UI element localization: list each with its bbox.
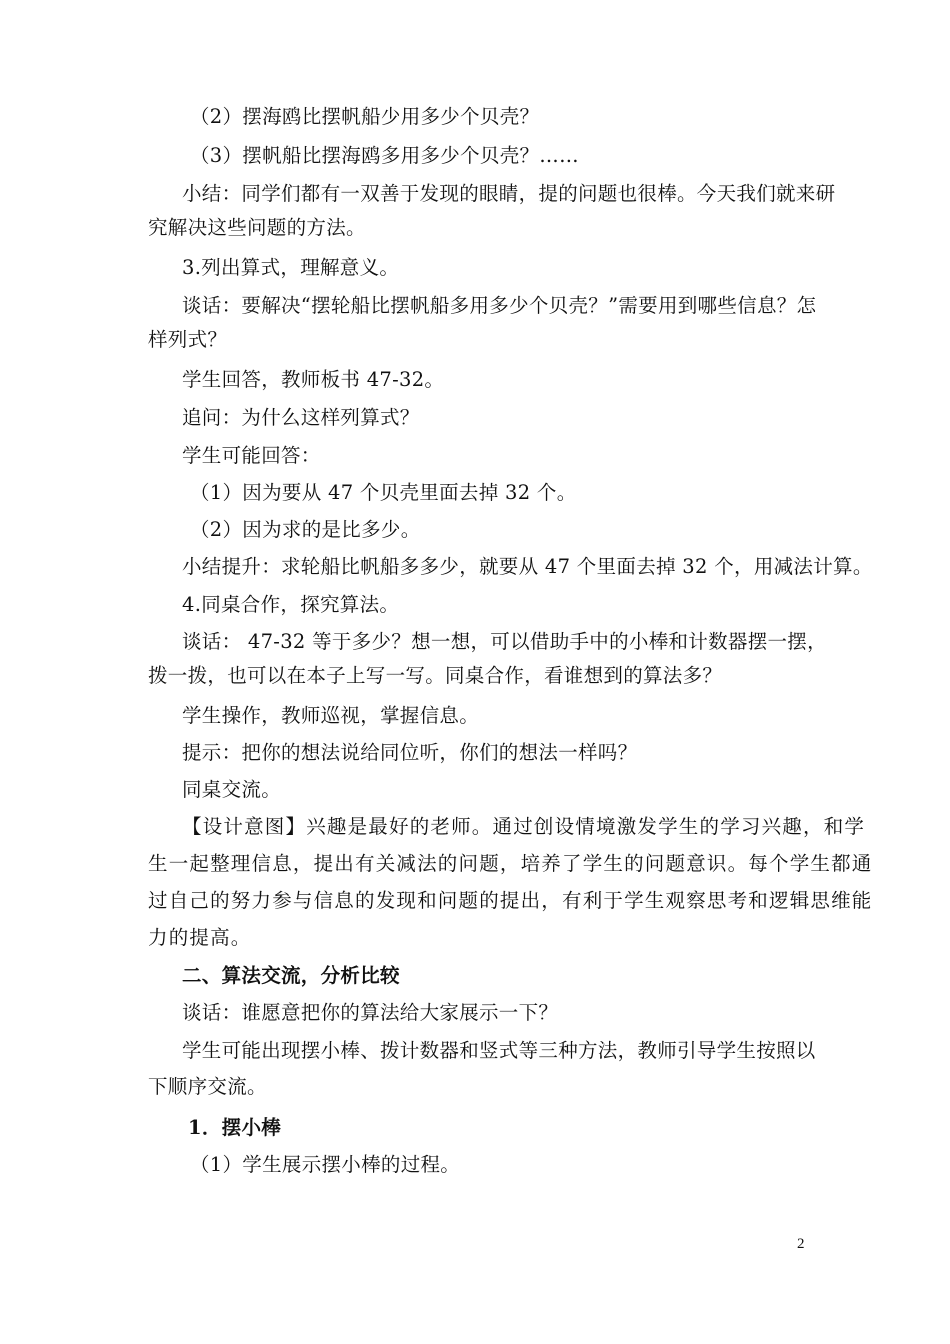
text-line: 3.列出算式，理解意义。 [182,256,400,279]
design-intent-line: 过自己的努力参与信息的发现和问题的提出，有利于学生观察思考和逻辑思维能 [148,889,873,912]
text-line: 学生可能回答： [182,444,321,467]
text-line: 小结提升：求轮船比帆船多多少，就要从 47 个里面去掉 32 个，用减法计算。 [182,555,873,578]
text-line: 谈话： 47-32 等于多少？想一想，可以借助手中的小棒和计数器摆一摆， [182,630,827,653]
text-line: （2）因为求的是比多少。 [190,518,421,541]
subsection-heading: 1．摆小棒 [188,1116,282,1139]
text-line: （1）学生展示摆小棒的过程。 [190,1153,461,1176]
text-line: 小结：同学们都有一双善于发现的眼睛，提的问题也很棒。今天我们就来研 [182,182,836,205]
design-intent-line: 生一起整理信息，提出有关减法的问题，培养了学生的问题意识。每个学生都通 [148,852,873,875]
design-intent-line: 力的提高。 [148,926,252,949]
design-intent-line: 【设计意图】兴趣是最好的老师。通过创设情境激发学生的学习兴趣，和学 [182,815,866,838]
section-heading: 二、算法交流，分析比较 [182,964,400,987]
text-line: 同桌交流。 [182,778,282,801]
text-line: 谈话：谁愿意把你的算法给大家展示一下？ [182,1001,559,1024]
text-line: 4.同桌合作，探究算法。 [182,593,400,616]
text-line: （1）因为要从 47 个贝壳里面去掉 32 个。 [190,481,577,504]
text-line: 学生可能出现摆小棒、拨计数器和竖式等三种方法，教师引导学生按照以 [182,1039,816,1062]
text-line: 下顺序交流。 [148,1075,267,1098]
text-line: 样列式？ [148,328,228,351]
text-line: 学生回答，教师板书 47-32。 [182,368,445,391]
text-line: 谈话：要解决“摆轮船比摆帆船多用多少个贝壳？”需要用到哪些信息？怎 [182,294,817,317]
text-line: 拨一拨，也可以在本子上写一写。同桌合作，看谁想到的算法多？ [148,664,723,687]
text-line: 提示：把你的想法说给同位听，你们的想法一样吗？ [182,741,638,764]
text-line: （3）摆帆船比摆海鸥多用多少个贝壳？…… [190,144,579,167]
text-line: （2）摆海鸥比摆帆船少用多少个贝壳？ [190,105,540,128]
text-line: 追问：为什么这样列算式？ [182,406,420,429]
page-number: 2 [797,1236,805,1252]
text-line: 究解决这些问题的方法。 [148,216,366,239]
text-line: 学生操作，教师巡视，掌握信息。 [182,704,480,727]
